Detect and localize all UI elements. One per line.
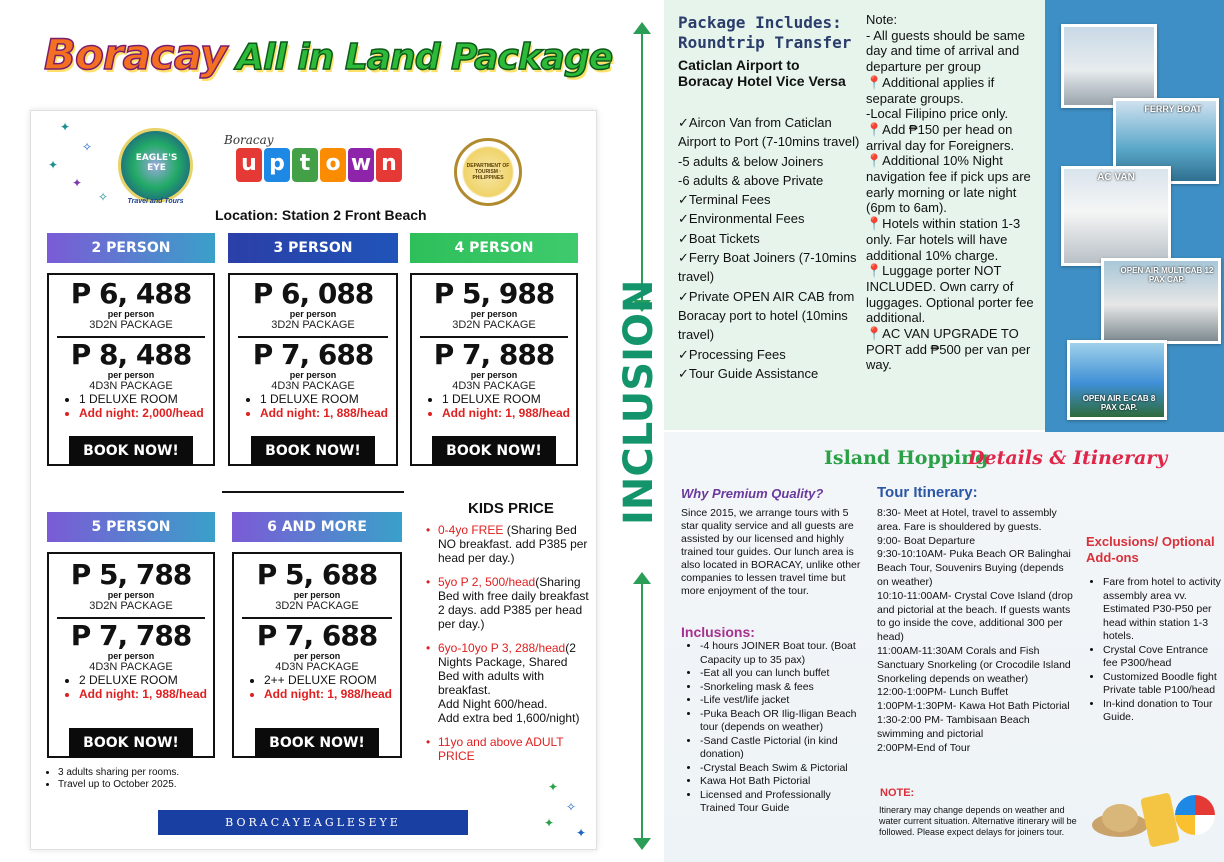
sparkle-icon: ✦	[576, 826, 587, 840]
itinerary-item: 1:00PM-1:30PM- Kawa Hot Bath Pictorial	[877, 700, 1070, 713]
package-box	[47, 552, 215, 758]
note-item: 📍Add ₱150 per head on arrival day for Foreigners.	[866, 121, 1015, 153]
kids-price-details: (Sharing Bed with free daily breakfast 2 days. add P385 per head per day.)	[438, 575, 589, 631]
sparkle-icon: ✦	[72, 176, 83, 190]
uptown-logo	[236, 148, 402, 182]
room-details	[264, 673, 400, 701]
note-item: -Local Filipino price only.	[866, 106, 1009, 122]
tour-inclusion-item: • -4 hours JOINER Boat tour. (Boat Capacity up to 35 pax)	[700, 640, 861, 667]
per-person-label: per person	[107, 370, 155, 380]
page-title	[44, 30, 612, 79]
transfer-inclusion-item: ✓Environmental Fees	[678, 211, 805, 227]
package-box	[410, 273, 578, 466]
kids-age-price: 11yo and above ADULT PRICE	[438, 735, 564, 763]
per-person-label: per person	[107, 590, 155, 600]
transfer-inclusion-item: ✓Terminal Fees	[678, 192, 771, 208]
price-4d3n: P 7, 788	[70, 619, 192, 652]
exclusion-item: • Customized Boodle fight Private table P100/head	[1103, 671, 1222, 698]
package-header: 3 PERSON	[228, 233, 398, 263]
transfer-notes	[866, 12, 1041, 373]
eagles-eye-logo	[118, 128, 193, 203]
itinerary-item: 2:00PM-End of Tour	[877, 741, 971, 754]
room-count: • 2 DELUXE ROOM	[79, 673, 213, 687]
kids-price-item	[420, 575, 592, 631]
note-item: 📍Hotels within station 1-3 only. Far hotels will have additional 10% charge.	[866, 216, 1021, 263]
package-4d3n-label: 4D3N PACKAGE	[89, 661, 173, 673]
sparkle-icon: ✦	[548, 780, 559, 794]
footnotes	[46, 767, 179, 791]
logo-text: EAGLE'S EYE	[135, 153, 178, 173]
kids-age-price: 6yo-10yo P 3, 288/head	[438, 641, 566, 655]
dot-logo	[454, 138, 522, 206]
room-details	[260, 392, 396, 420]
photo-label: OPEN AIR E-CAB 8 PAX CAP.	[1082, 394, 1156, 412]
itinerary-item: 8:30- Meet at Hotel, travel to assembly area. Fare is shouldered by guests.	[877, 507, 1057, 533]
uptown-letter: n	[376, 148, 402, 182]
tour-inclusion-item: • -Snorkeling mask & fees	[700, 681, 861, 695]
exclusion-item: • Fare from hotel to activity assembly area vv. Estimated P30-P50 per head within station 1-3 hotels.	[1103, 576, 1222, 644]
transfer-inclusion-item: ✓Private OPEN AIR CAB from Boracay port to hotel (10mins travel)	[678, 288, 855, 343]
kids-age-price: 5yo P 2, 500/head	[438, 575, 536, 589]
itinerary-note-text: Itinerary may change depends on weather and water current situation. Alternative itinerary will be followed. Please expect delays for joiners tour.	[879, 805, 1077, 837]
itinerary-item: 11:00AM-11:30AM Corals and Fish Sanctuary Snorkeling (or Crocodile Island Snorkeling depends on weather)	[877, 644, 1071, 685]
package-3d2n-label: 3D2N PACKAGE	[89, 600, 173, 612]
tour-inclusions-title: Inclusions:	[681, 624, 755, 640]
arrow-down-icon	[633, 838, 651, 850]
room-details	[79, 673, 213, 701]
itinerary-item: 9:00- Boat Departure	[877, 534, 976, 547]
per-person-label: per person	[293, 590, 341, 600]
add-night-price: • Add night: 1, 888/head	[260, 406, 396, 420]
per-person-label: per person	[470, 370, 518, 380]
uptown-letter: o	[320, 148, 346, 182]
add-night-price: • Add night: 2,000/head	[79, 406, 213, 420]
transfer-inclusion-item: ✓Boat Tickets	[678, 230, 760, 246]
sparkle-icon: ✧	[82, 140, 93, 154]
sparkle-icon: ✧	[566, 800, 577, 814]
add-night-price: • Add night: 1, 988/head	[442, 406, 576, 420]
itinerary-item: 12:00-1:00PM- Lunch Buffet	[877, 686, 1009, 699]
price-3d2n: P 5, 688	[256, 558, 378, 591]
social-handle: BORACAYEAGLESEYE	[158, 810, 468, 835]
book-now-button[interactable]: BOOK NOW!	[69, 728, 193, 758]
book-now-button[interactable]: BOOK NOW!	[255, 728, 379, 758]
package-box	[47, 273, 215, 466]
package-header: 5 PERSON	[47, 512, 215, 542]
tour-inclusions-list	[681, 640, 861, 816]
arrow-line	[641, 582, 643, 840]
logo-subtitle: Travel and Tours	[127, 198, 184, 205]
package-includes-line2: Roundtrip Transfer	[678, 33, 852, 52]
kids-price-details: (2 Nights Package, Shared Bed with adults with breakfast. Add Night 600/head. Add extra bed 1,600/night)	[438, 641, 580, 725]
tour-inclusion-item: • -Puka Beach OR Ilig-Iligan Beach tour (depends on weather)	[700, 708, 861, 735]
package-4d3n-label: 4D3N PACKAGE	[275, 661, 359, 673]
room-count: • 2++ DELUXE ROOM	[264, 673, 400, 687]
kids-price-item	[420, 641, 592, 725]
per-person-label: per person	[470, 309, 518, 319]
why-premium-title: Why Premium Quality?	[681, 486, 824, 501]
vehicle-photos	[1045, 0, 1224, 432]
per-person-label: per person	[289, 309, 337, 319]
transfer-inclusion-item: -5 adults & below Joiners	[678, 153, 824, 169]
package-3d2n-label: 3D2N PACKAGE	[271, 319, 355, 331]
notes-list	[866, 28, 1041, 373]
exclusion-item: • Crystal Cove Entrance fee P300/head	[1103, 644, 1222, 671]
price-4d3n: P 8, 488	[70, 338, 192, 371]
price-4d3n: P 7, 688	[252, 338, 374, 371]
uptown-letter: u	[236, 148, 262, 182]
price-4d3n: P 7, 688	[256, 619, 378, 652]
tour-itinerary-title: Tour Itinerary:	[877, 484, 978, 501]
exclusions-title: Exclusions/ Optional Add-ons	[1086, 534, 1215, 565]
package-box	[228, 273, 398, 466]
add-night-price: • Add night: 1, 988/head	[264, 687, 400, 701]
package-header: 4 PERSON	[410, 233, 578, 263]
itinerary-item: 10:10-11:00AM- Crystal Cove Island (drop and pictorial at the beach. If guests wants to go inside the cove, additional 300 per head)	[877, 589, 1073, 644]
price-4d3n: P 7, 888	[433, 338, 555, 371]
island-hopping-title: Island Hopping	[824, 447, 989, 469]
photo-label: OPEN AIR MULTICAB 12 PAX CAP.	[1120, 266, 1214, 284]
package-3d2n-label: 3D2N PACKAGE	[452, 319, 536, 331]
sparkle-icon: ✦	[544, 816, 555, 830]
tour-inclusion-item: • -Sand Castle Pictorial (in kind donation)	[700, 735, 861, 762]
package-header: 2 PERSON	[47, 233, 215, 263]
book-now-button[interactable]: BOOK NOW!	[69, 436, 193, 466]
tour-inclusion-item: • Licensed and Professionally Trained Tour Guide	[700, 789, 861, 816]
itinerary-item: 9:30-10:10AM- Puka Beach OR Balinghai Beach Tour, Souvenirs Buying (depends on weather)	[877, 548, 1071, 588]
transfer-inclusion-item: ✓Processing Fees	[678, 346, 786, 362]
kids-price-title: KIDS PRICE	[468, 500, 554, 517]
transfer-inclusion-item: ✓Aircon Van from Caticlan Airport to Port (7-10mins travel)	[678, 115, 860, 150]
photo-label: FERRY BOAT	[1144, 104, 1202, 114]
divider-line	[222, 491, 404, 493]
arrow-line	[641, 32, 643, 300]
exclusion-item: • In-kind donation to Tour Guide.	[1103, 698, 1222, 725]
package-includes-title	[678, 13, 851, 53]
sparkle-icon: ✦	[48, 158, 59, 172]
room-count: • 1 DELUXE ROOM	[260, 392, 396, 406]
per-person-label: per person	[107, 309, 155, 319]
note-title: Note:	[866, 12, 898, 27]
note-item: 📍AC VAN UPGRADE TO PORT add ₱500 per van per way.	[866, 326, 1031, 373]
kids-price-item	[420, 523, 592, 565]
beach-illustration-icon	[1090, 770, 1220, 855]
transfer-inclusion-item: ✓Tour Guide Assistance	[678, 365, 819, 381]
price-3d2n: P 5, 988	[433, 277, 555, 310]
transfer-inclusion-item: -6 adults & above Private	[678, 172, 824, 188]
why-premium-text: Since 2015, we arrange tours with 5 star quality service and all guests are assisted by our licensed and highly trained tour guides. Our lunch area is also located in BORACAY, unlike other companies to lessen travel time but more enjoyment of the tour.	[681, 507, 861, 597]
details-itinerary-title: Details & Itinerary	[968, 447, 1168, 469]
package-4d3n-label: 4D3N PACKAGE	[271, 380, 355, 392]
footnote: • Travel up to October 2025.	[58, 779, 179, 791]
package-box	[232, 552, 402, 758]
note-item: - All guests should be same day and time of arrival and departure per group	[866, 27, 1025, 75]
sparkle-icon: ✦	[60, 120, 71, 134]
package-3d2n-label: 3D2N PACKAGE	[89, 319, 173, 331]
inclusion-label: INCLUSION	[616, 279, 662, 525]
title-package: All in Land Package	[236, 37, 613, 78]
kids-price-details: (Sharing Bed NO breakfast. add P385 per head per day.)	[438, 523, 588, 565]
price-3d2n: P 6, 488	[70, 277, 192, 310]
dot-logo-text: DEPARTMENT OF TOURISM · PHILIPPINES	[466, 163, 510, 181]
per-person-label: per person	[107, 651, 155, 661]
price-3d2n: P 5, 788	[70, 558, 192, 591]
package-header: 6 AND MORE	[232, 512, 402, 542]
tour-inclusion-item: • -Crystal Beach Swim & Pictorial	[700, 762, 861, 776]
group-photo	[1061, 24, 1157, 108]
location-label: Location: Station 2 Front Beach	[215, 207, 427, 223]
route-label: Caticlan Airport to Boracay Hotel Vice Versa	[678, 57, 846, 89]
package-includes-line1: Package Includes:	[678, 13, 842, 32]
kids-age-price: 0-4yo FREE	[438, 523, 504, 537]
transfer-inclusion-item: ✓Ferry Boat Joiners (7-10mins travel)	[678, 250, 857, 285]
itinerary-item: 1:30-2:00 PM- Tambisaan Beach swimming and pictorial	[877, 713, 1030, 740]
package-4d3n-label: 4D3N PACKAGE	[89, 380, 173, 392]
book-now-button[interactable]: BOOK NOW!	[251, 436, 375, 466]
per-person-label: per person	[293, 651, 341, 661]
room-count: • 1 DELUXE ROOM	[442, 392, 576, 406]
uptown-letter: p	[264, 148, 290, 182]
room-details	[79, 392, 213, 420]
uptown-letter: w	[348, 148, 374, 182]
transfer-inclusions	[678, 113, 860, 383]
note-item: 📍Additional applies if separate groups.	[866, 74, 995, 106]
book-now-button[interactable]: BOOK NOW!	[432, 436, 556, 466]
room-count: • 1 DELUXE ROOM	[79, 392, 213, 406]
uptown-small-label: Boracay	[224, 133, 274, 147]
sparkle-icon: ✧	[98, 190, 109, 204]
per-person-label: per person	[289, 370, 337, 380]
title-boracay: Boracay	[44, 30, 227, 79]
add-night-price: • Add night: 1, 988/head	[79, 687, 213, 701]
room-details	[442, 392, 576, 420]
kids-price-item	[420, 735, 592, 763]
kids-price-list	[420, 523, 592, 773]
photo-label: AC VAN	[1097, 172, 1135, 183]
note-item: 📍Luggage porter NOT INCLUDED. Own carry of luggages. Optional porter fee additional.	[866, 263, 1034, 326]
tour-inclusion-item: • Kawa Hot Bath Pictorial	[700, 775, 861, 789]
tour-inclusion-item: • -Eat all you can lunch buffet	[700, 667, 861, 681]
note-item: 📍Additional 10% Night navigation fee if pick ups are early morning or late night (6pm to 6am).	[866, 153, 1031, 216]
itinerary-note-title: NOTE:	[880, 787, 915, 799]
price-3d2n: P 6, 088	[252, 277, 374, 310]
tour-itinerary-list	[877, 507, 1077, 755]
tour-inclusion-item: • -Life vest/life jacket	[700, 694, 861, 708]
package-3d2n-label: 3D2N PACKAGE	[275, 600, 359, 612]
footnote: • 3 adults sharing per rooms.	[58, 767, 179, 779]
package-4d3n-label: 4D3N PACKAGE	[452, 380, 536, 392]
exclusions-list	[1086, 576, 1222, 725]
uptown-letter: t	[292, 148, 318, 182]
